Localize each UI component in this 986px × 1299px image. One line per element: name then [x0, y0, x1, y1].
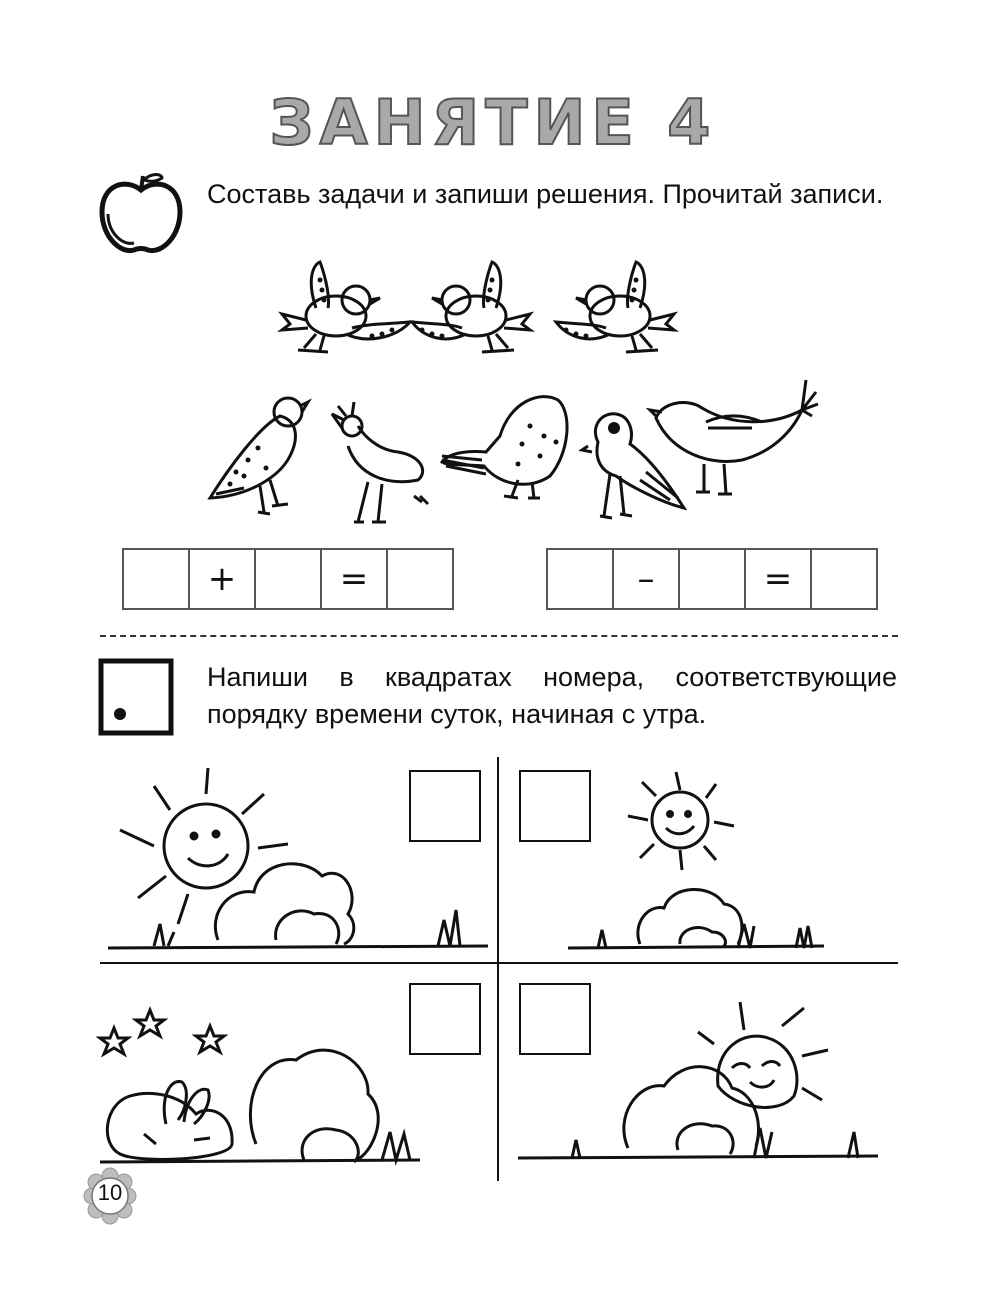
grid-vertical-line [497, 757, 499, 1181]
section-divider [100, 635, 898, 637]
standing-birds-illustration [200, 376, 820, 536]
task2-instruction: Напиши в квадратах номера, соответствующие порядку времени суток, начиная с утра. [207, 662, 897, 729]
apple-icon [96, 170, 186, 260]
scene-day-illustration [108, 764, 488, 954]
answer-cell[interactable] [256, 550, 322, 608]
plus-sign: + [190, 550, 256, 608]
scene-noon-illustration [568, 776, 838, 956]
scene-morning-illustration [518, 996, 888, 1166]
answer-cell[interactable] [388, 550, 452, 608]
addition-equation [122, 548, 454, 610]
dice-one-icon [98, 658, 174, 736]
equals-sign: = [322, 550, 388, 608]
equals-sign: = [746, 550, 812, 608]
page-number: 10 [97, 1180, 123, 1205]
answer-cell[interactable] [812, 550, 876, 608]
answer-cell[interactable] [124, 550, 190, 608]
answer-cell[interactable] [548, 550, 614, 608]
page-title: ЗАНЯТИЕ 4 [269, 86, 717, 159]
answer-cell[interactable] [680, 550, 746, 608]
subtraction-equation [546, 548, 878, 610]
scene-night-illustration [100, 1004, 430, 1174]
grid-horizontal-line [100, 962, 898, 964]
flying-birds-illustration [276, 258, 696, 368]
page-number-badge [84, 1168, 136, 1220]
minus-sign: – [614, 550, 680, 608]
task1-instruction: Составь задачи и запиши решения. Прочитай записи. [207, 179, 884, 209]
